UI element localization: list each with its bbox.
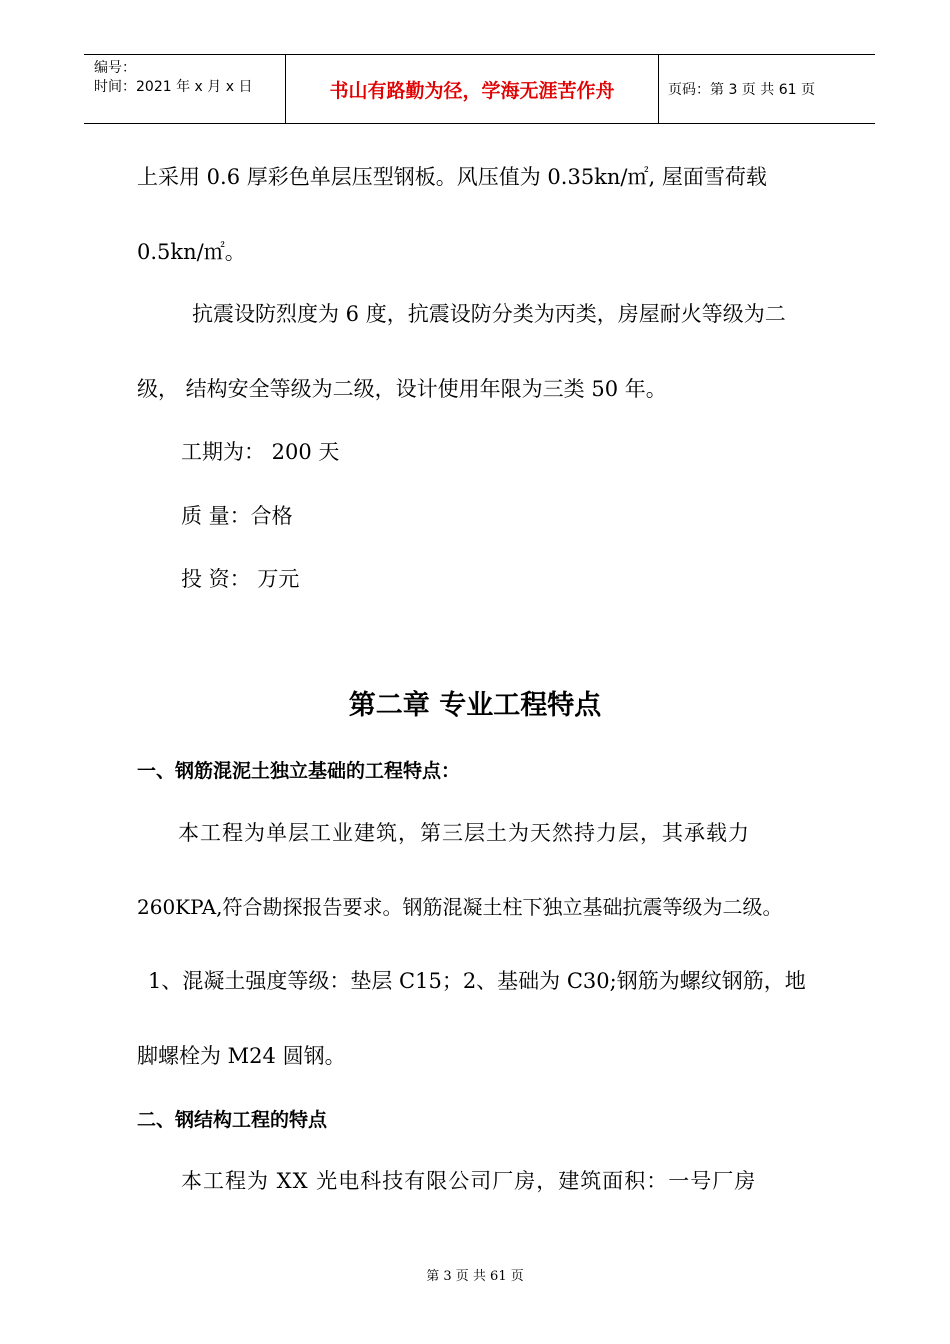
quality-line: 质 量：合格 <box>181 504 293 528</box>
header-left <box>94 59 284 97</box>
section-1-para-4: 脚螺栓为 M24 圆钢。 <box>137 1044 346 1068</box>
duration-line: 工期为： 200 天 <box>181 440 340 464</box>
section-2-title: 二、钢结构工程的特点 <box>137 1109 328 1131</box>
body-line-3: 抗震设防烈度为 6 度，抗震设防分类为丙类，房屋耐火等级为二 <box>192 302 786 326</box>
chapter-title: 第二章 专业工程特点 <box>348 690 602 721</box>
section-1-para-1: 本工程为单层工业建筑，第三层土为天然持力层，其承载力 <box>178 821 750 845</box>
section-1-title: 一、钢筋混泥土独立基础的工程特点： <box>137 760 461 782</box>
time-label: 时间：2021 年 x 月 x 日 <box>94 79 253 95</box>
section-1-para-3: 1、混凝土强度等级：垫层 C15；2、基础为 C30;钢筋为螺纹钢筋，地 <box>148 969 806 993</box>
section-2-para-1: 本工程为 XX 光电科技有限公司厂房，建筑面积：一号厂房 <box>181 1169 757 1193</box>
body-line-1: 上采用 0.6 厚彩色单层压型钢板。风压值为 0.35kn/㎡, 屋面雪荷载 <box>137 165 767 189</box>
body-line-4: 级， 结构安全等级为二级，设计使用年限为三类 50 年。 <box>137 377 667 401</box>
number-label: 编号： <box>94 60 136 76</box>
page-header <box>84 54 875 124</box>
section-1-para-2: 260KPA,符合勘探报告要求。钢筋混凝土柱下独立基础抗震等级为二级。 <box>137 895 783 919</box>
page-footer: 第 3 页 共 61 页 <box>426 1269 524 1284</box>
header-page-info: 页码：第 3 页 共 61 页 <box>668 82 815 98</box>
body-line-2: 0.5kn/㎡。 <box>137 240 246 264</box>
investment-line: 投 资： 万元 <box>181 567 300 591</box>
header-motto: 书山有路勤为径，学海无涯苦作舟 <box>285 55 659 123</box>
